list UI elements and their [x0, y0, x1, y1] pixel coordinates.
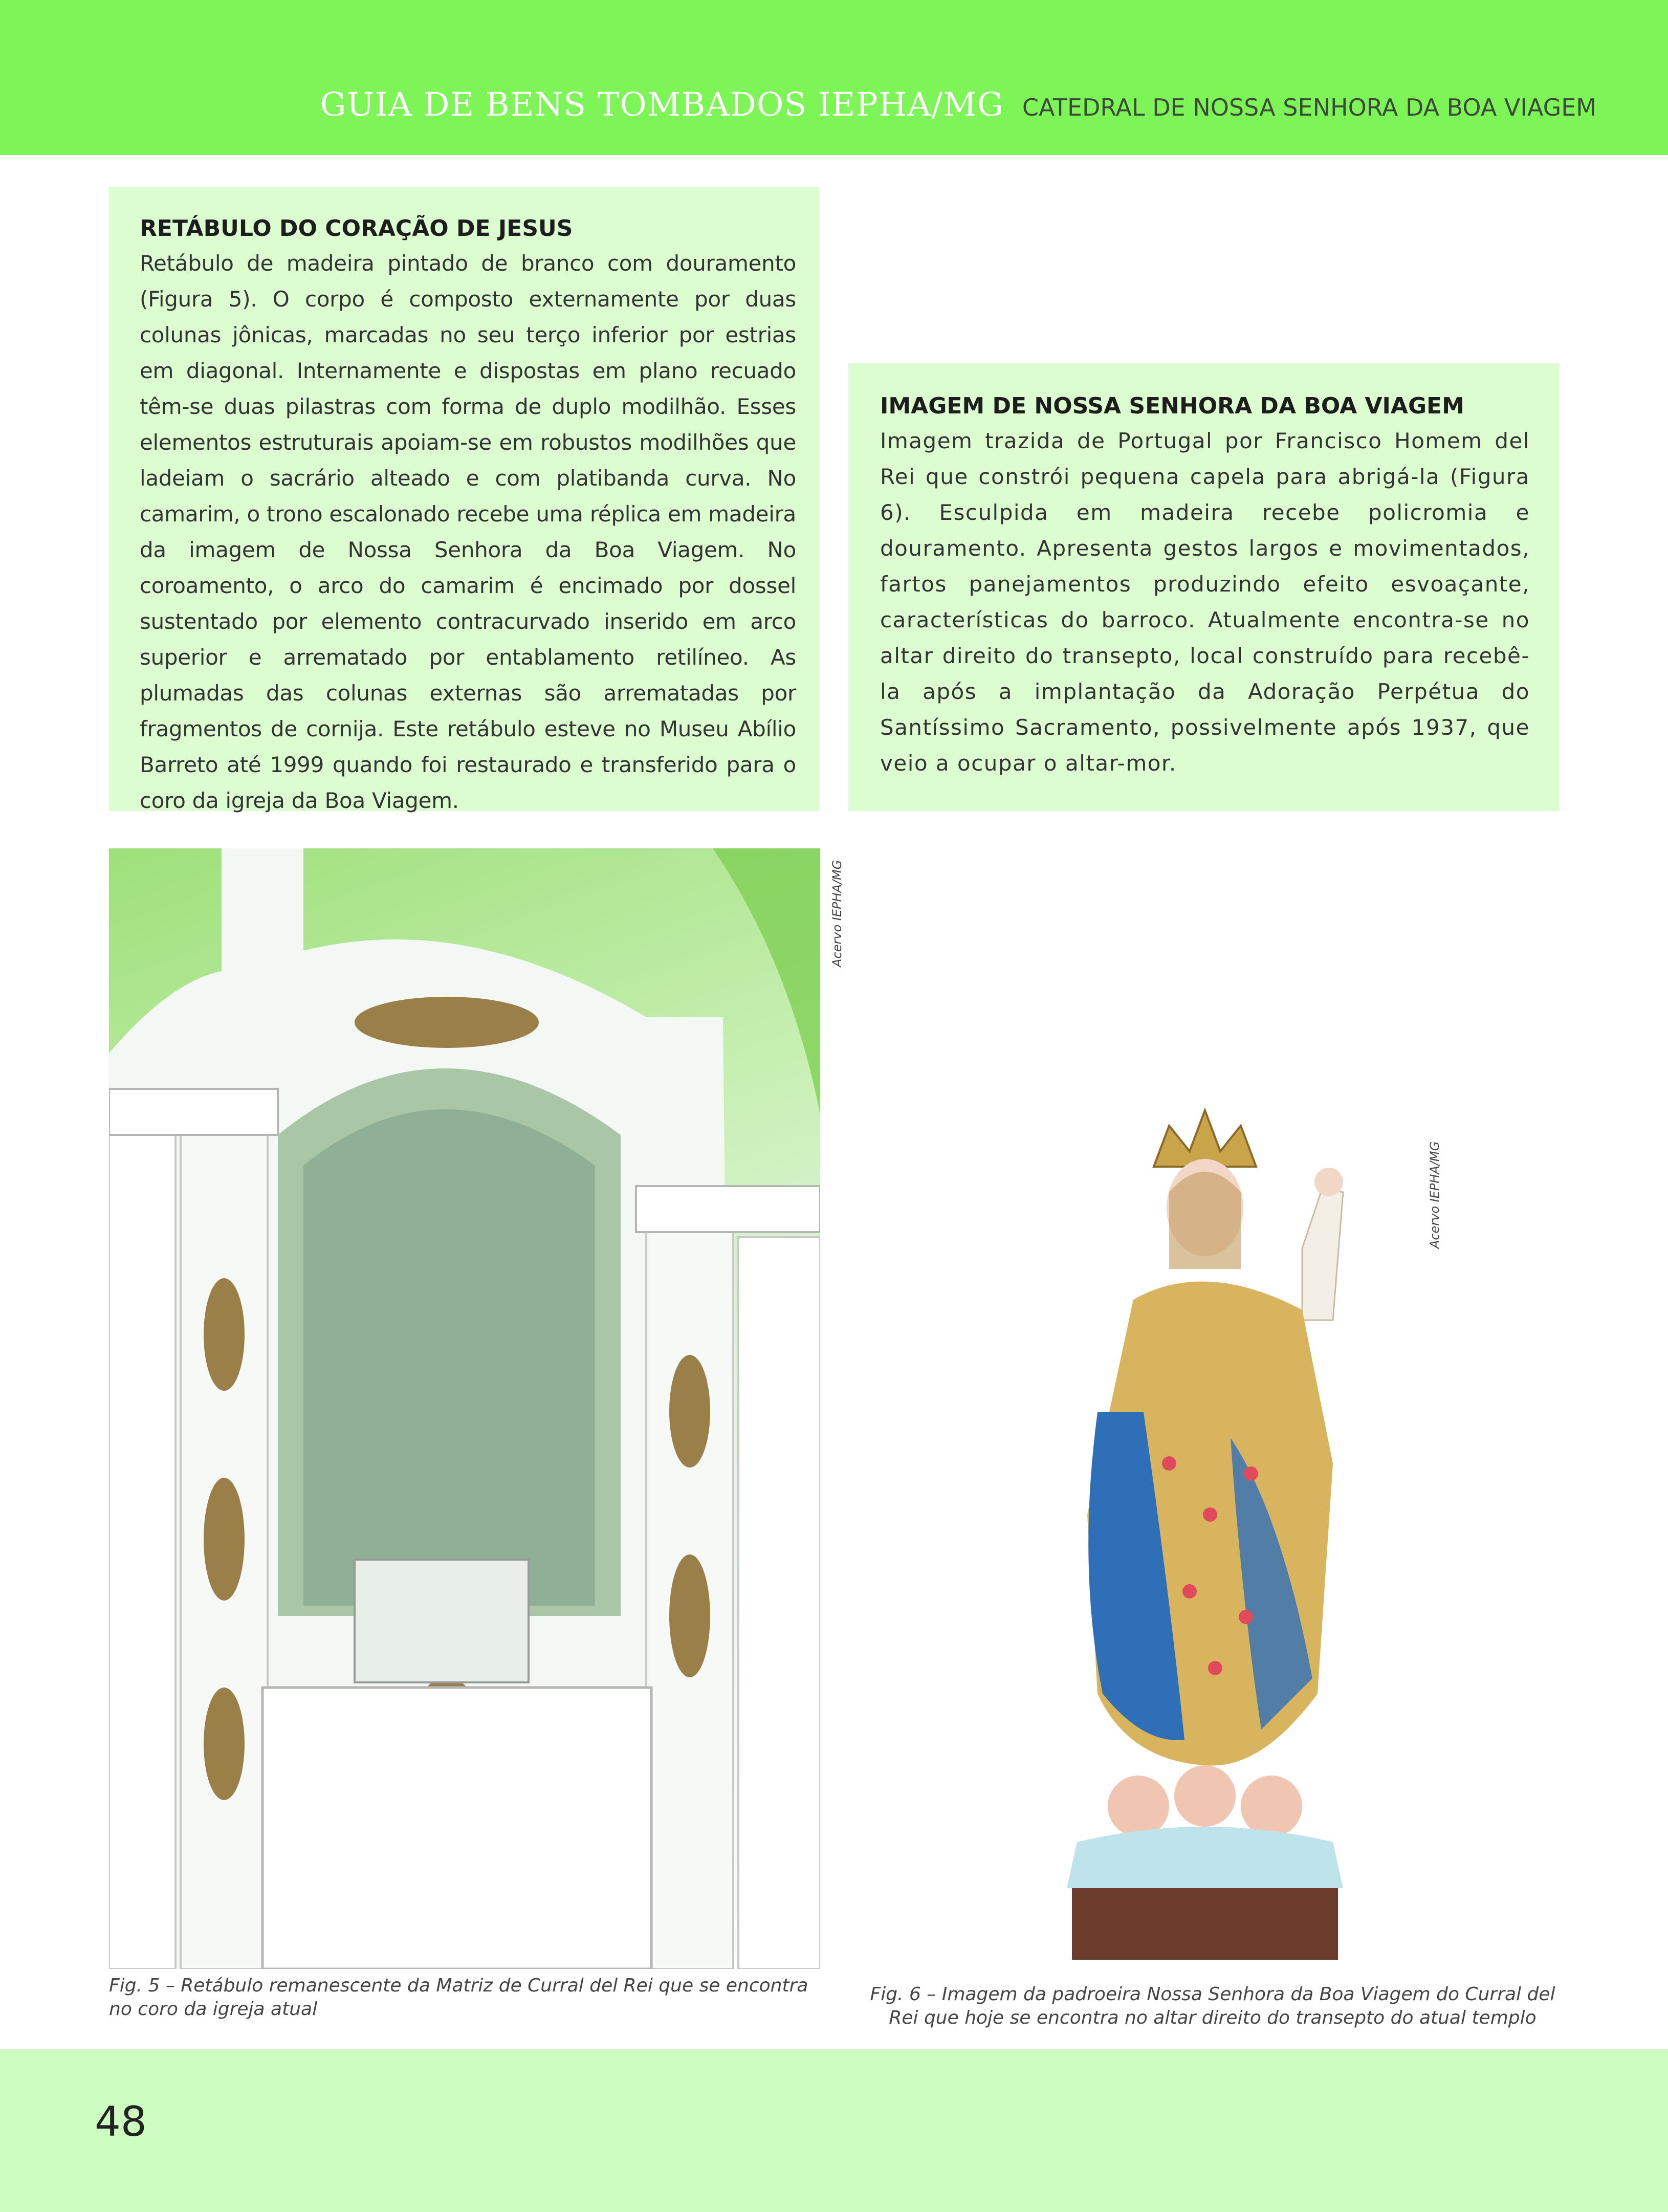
- imagem-body: Imagem trazida de Portugal por Francisco Homem del Rei que constrói pequena capela para abrigá-la (Figura 6). Esculpida em madeira recebe policromia e douramento. Apresenta gestos largos e movimentados, fartos panejamentos produzindo efeito esvoaçante, características do barroco. Atualmente encontra-se no altar direito do transepto, local construído para recebê-la após a implantação da Adoração Perpétua do Santíssimo Sacramento, possivelmente após 1937, que veio a ocupar o altar-mor.: [880, 428, 1530, 776]
- guide-title: GUIA DE BENS TOMBADOS IEPHA/MG: [320, 86, 1004, 124]
- retabulo-body: Retábulo de madeira pintado de branco com douramento (Figura 5). O corpo é composto externamente por duas colunas jônicas, marcadas no seu terço inferior por estrias em diagonal. Internamente e dispostas em plano recuado têm-se duas pilastras com forma de duplo modilhão. Esses elementos estruturais apoiam-se em robustos modilhões que ladeiam o sacrário alteado e com platibanda curva. No camarim, o trono escalonado recebe uma réplica em madeira da imagem de Nossa Senhora da Boa Viagem. No coroamento, o arco do camarim é encimado por dossel sustentado por elemento contracurvado inserido em arco superior e arrematado por entablamento retilíneo. As plumadas das colunas externas são arrematadas por fragmentos de cornija. Este retábulo esteve no Museu Abílio Barreto até 1999 quando foi restaurado e transferido para o coro da igreja da Boa Viagem.: [140, 251, 796, 813]
- imagem-section: [848, 363, 1560, 811]
- page-header: [0, 0, 1668, 155]
- figure-5-credit: Acervo IEPHA/MG: [830, 860, 844, 967]
- page-number: 48: [95, 2098, 147, 2145]
- page-footer: [0, 2049, 1668, 2212]
- chapter-title: CATEDRAL DE NOSSA SENHORA DA BOA VIAGEM: [1022, 94, 1596, 121]
- figure-6-statue-photo: [1016, 1105, 1394, 1965]
- retabulo-section: [109, 187, 819, 811]
- figure-5-caption: Fig. 5 – Retábulo remanescente da Matriz de Curral del Rei que se encontra no coro da igreja atual: [109, 1975, 808, 2020]
- statue-illustration: [1016, 1105, 1394, 1965]
- header-title: [320, 86, 1596, 124]
- figure-6-credit: Acervo IEPHA/MG: [1428, 1141, 1442, 1249]
- retabulo-heading: RETÁBULO DO CORAÇÃO DE JESUS: [140, 215, 573, 242]
- figure-6-caption: Fig. 6 – Imagem da padroeira Nossa Senhora da Boa Viagem do Curral del Rei que hoje se encontra no altar direito do transepto do atual templo: [870, 1984, 1555, 2028]
- imagem-heading: IMAGEM DE NOSSA SENHORA DA BOA VIAGEM: [880, 393, 1464, 419]
- retabulo-illustration: [109, 848, 820, 1969]
- figure-5-retabulo-photo: [109, 848, 820, 1969]
